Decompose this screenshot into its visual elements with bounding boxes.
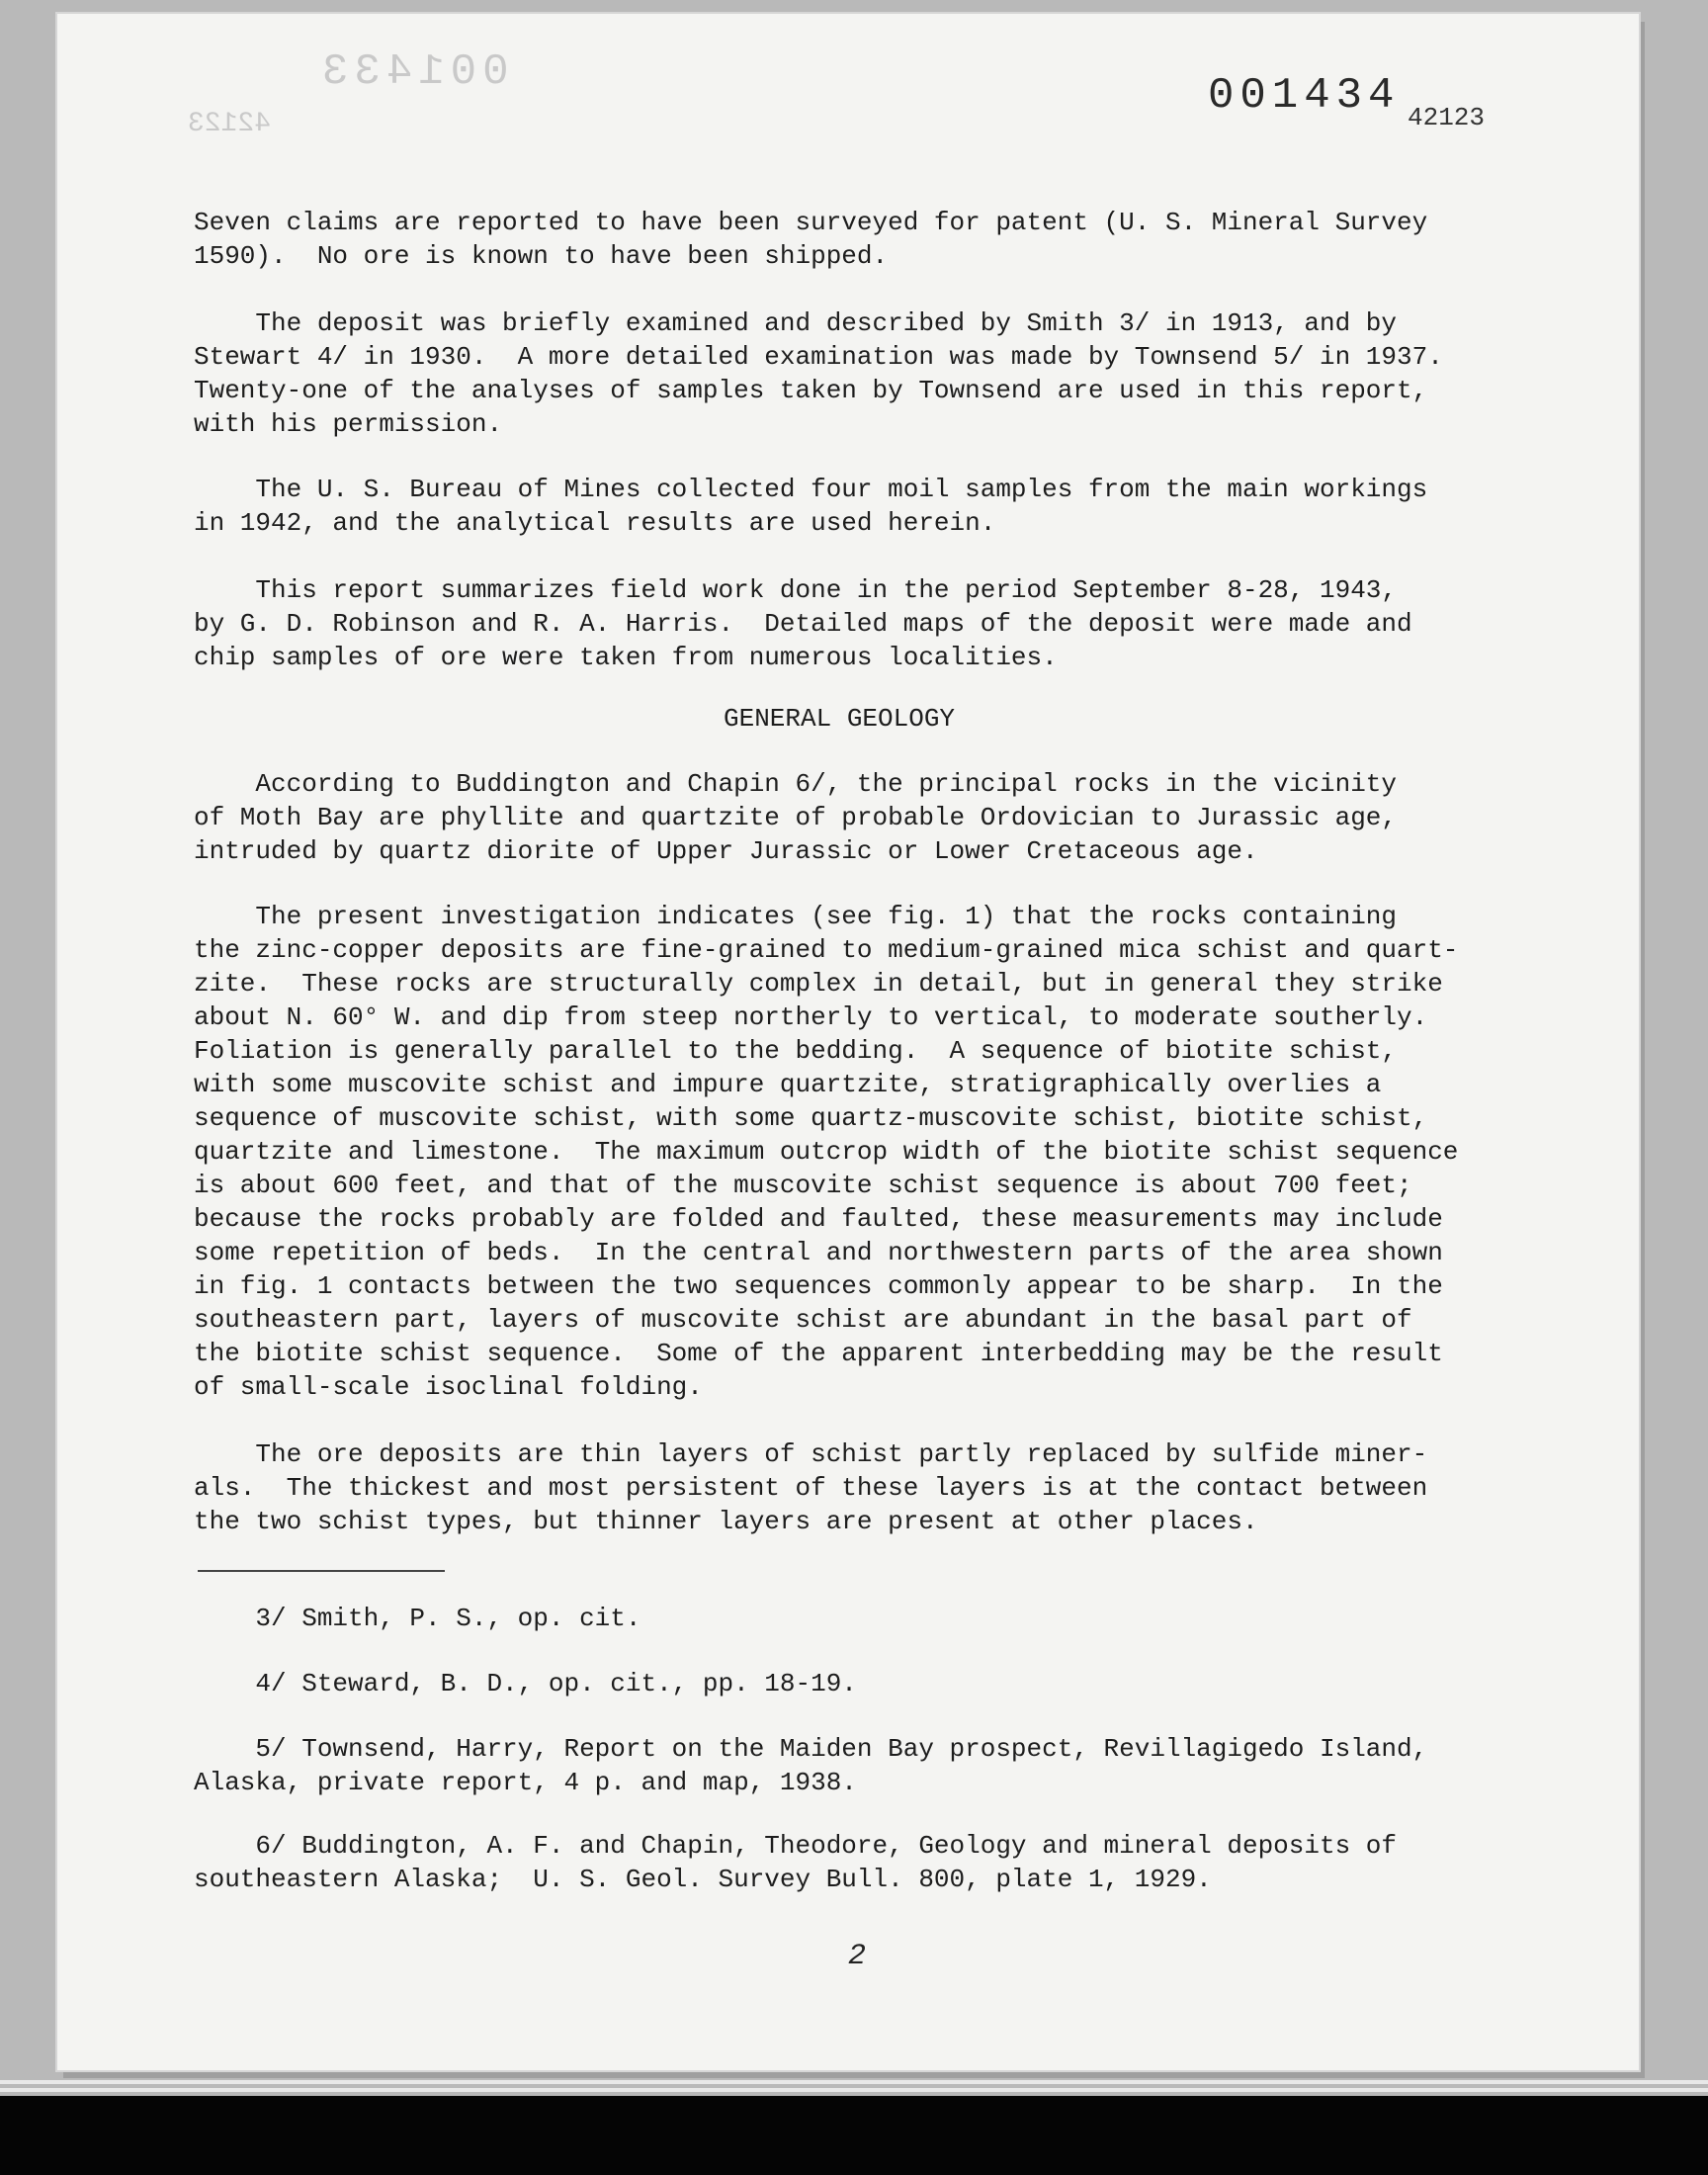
footnote-3: 3/ Smith, P. S., op. cit. [194,1604,641,1633]
paragraph-4: This report summarizes field work done in the period September 8-28, 1943, by G. D. Robinson and R. A. Harris. Detailed maps of the deposit were made and chip samples of ore were taken from numerous localities. [194,575,1412,672]
bleed-through-number: 001433 [316,47,509,97]
page-number: 2 [848,1940,867,1973]
paragraph-6: The present investigation indicates (see fig. 1) that the rocks containing the zinc-copper deposits are fine-grained to medium-grained mica schist and quart- zite. These rocks are structurally complex in detail, but in general they strike about N. 60° W. and dip from steep northerly to vertical, to moderate southerly. Foliation is generally parallel to the bedding. A sequence of biotite schist, with some muscovite schist and impure quartzite, stratigraphically overlies a sequence of muscovite schist, with some quartz-muscovite schist, biotite schist, quartzite and limestone. The maximum outcrop width of the biotite schist sequence is about 600 feet, and that of the muscovite schist sequence is about 700 feet; because the rocks probably are folded and faulted, these measurements may include some repetition of beds. In the central and northwestern parts of the area shown in fig. 1 contacts between the two sequences commonly appear to be sharp. In the southeastern part, layers of muscovite schist are abundant in the basal part of the biotite schist sequence. Some of the apparent interbedding may be the result of small-scale isoclinal folding. [194,902,1459,1402]
scan-edge-stripe [0,2080,1708,2084]
scan-border [0,2096,1708,2175]
scan-edge-stripe [0,2088,1708,2092]
footnote-4: 4/ Steward, B. D., op. cit., pp. 18-19. [194,1669,857,1698]
footnote-6: 6/ Buddington, A. F. and Chapin, Theodore, Geology and mineral deposits of southeastern Alaska; U. S. Geol. Survey Bull. 800, plate 1, 1929. [194,1831,1397,1894]
footnote-divider [198,1570,445,1572]
paragraph-1: Seven claims are reported to have been surveyed for patent (U. S. Mineral Survey 1590). No ore is known to have been shipped. [194,208,1428,271]
document-code: 42123 [1408,103,1486,132]
paragraph-3: The U. S. Bureau of Mines collected four moil samples from the main workings in 1942, and the analytical results are used herein. [194,475,1428,538]
paragraph-7: The ore deposits are thin layers of schist partly replaced by sulfide miner- als. The thickest and most persistent of these layers is at the contact between the two schist types, but thinner layers are present at other places. [194,1439,1428,1536]
footnote-5: 5/ Townsend, Harry, Report on the Maiden Bay prospect, Revillagigedo Island, Alaska, private report, 4 p. and map, 1938. [194,1734,1428,1797]
paragraph-2: The deposit was briefly examined and described by Smith 3/ in 1913, and by Stewart 4/ in 1930. A more detailed examination was made by Townsend 5/ in 1937. Twenty-one of the analyses of samples taken by Townsend are used in this report, with his permission. [194,308,1443,439]
bleed-through-code: 42123 [188,109,272,139]
paragraph-5: According to Buddington and Chapin 6/, the principal rocks in the vicinity of Moth Bay are phyllite and quartzite of probable Ordovician to Jurassic age, intruded by quartz diorite of Upper Jurassic or Lower Cretaceous age. [194,769,1397,866]
section-heading: GENERAL GEOLOGY [724,704,956,734]
document-number: 001434 [1208,71,1401,121]
